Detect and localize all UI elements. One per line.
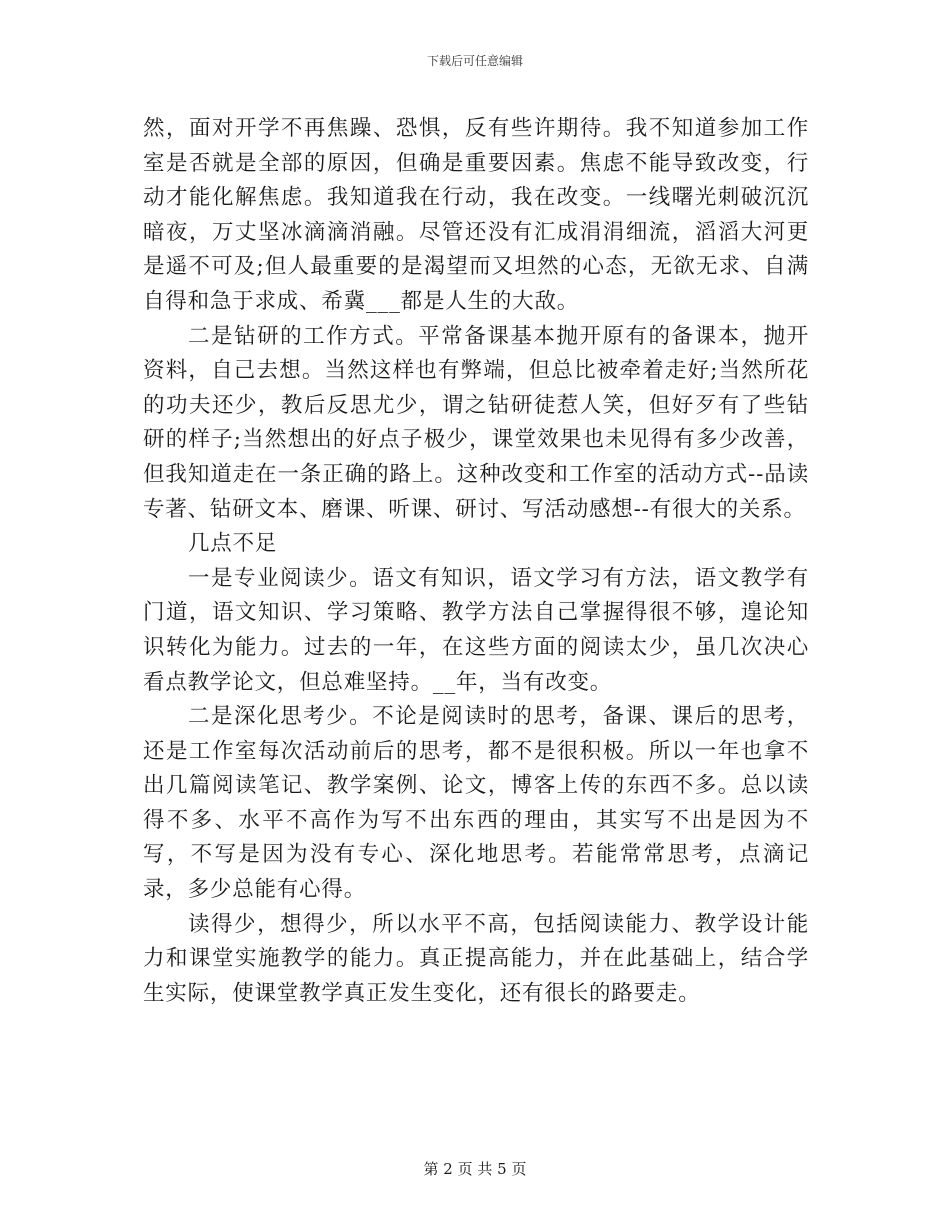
page-header: 下载后可任意编辑 xyxy=(426,54,523,68)
paragraph-2: 二是钻研的工作方式。平常备课基本抛开原有的备课本，抛开资料，自己去想。当然这样也有弊端，但总比被牵着走好;当然所花的功夫还少，教后反思尤少，谓之钻研徒惹人笑，但好歹有了些钻研的样子;当然想出的好点子极少，课堂效果也未见得有多少改善，但我知道走在一条正确的路上。这种改变和工作室的活动方式--品读专著、钻研文本、磨课、听课、研讨、写活动感想--有很大的关系。 xyxy=(143,323,809,522)
paragraph-3: 一是专业阅读少。语文有知识，语文学习有方法，语文教学有门道，语文知识、学习策略、教学方法自己掌握得很不够，遑论知识转化为能力。过去的一年，在这些方面的阅读太少，虽几次决心看点教学论文，但总难坚持。__年，当有改变。 xyxy=(143,565,809,695)
page-footer: 第 2 页 共 5 页 xyxy=(423,1160,527,1178)
document-body xyxy=(143,112,809,1011)
paragraph-1: 然，面对开学不再焦躁、恐惧，反有些许期待。我不知道参加工作室是否就是全部的原因，但确是重要因素。焦虑不能导致改变，行动才能化解焦虑。我知道我在行动，我在改变。一线曙光刺破沉沉暗夜，万丈坚冰滴滴消融。尽管还没有汇成涓涓细流，滔滔大河更是遥不可及;但人最重要的是渴望而又坦然的心态，无欲无求、自满自得和急于求成、希冀___都是人生的大敌。 xyxy=(143,116,809,314)
paragraph-4: 二是深化思考少。不论是阅读时的思考，备课、课后的思考，还是工作室每次活动前后的思考，都不是很积极。所以一年也拿不出几篇阅读笔记、教学案例、论文，博客上传的东西不多。总以读得不多、水平不高作为写不出东西的理由，其实写不出是因为不写，不写是因为没有专心、深化地思考。若能常常思考，点滴记录，多少总能有心得。 xyxy=(143,704,809,903)
section-heading: 几点不足 xyxy=(188,531,278,557)
paragraph-5: 读得少，想得少，所以水平不高，包括阅读能力、教学设计能力和课堂实施教学的能力。真正提高能力，并在此基础上，结合学生实际，使课堂教学真正发生变化，还有很长的路要走。 xyxy=(143,911,809,1006)
